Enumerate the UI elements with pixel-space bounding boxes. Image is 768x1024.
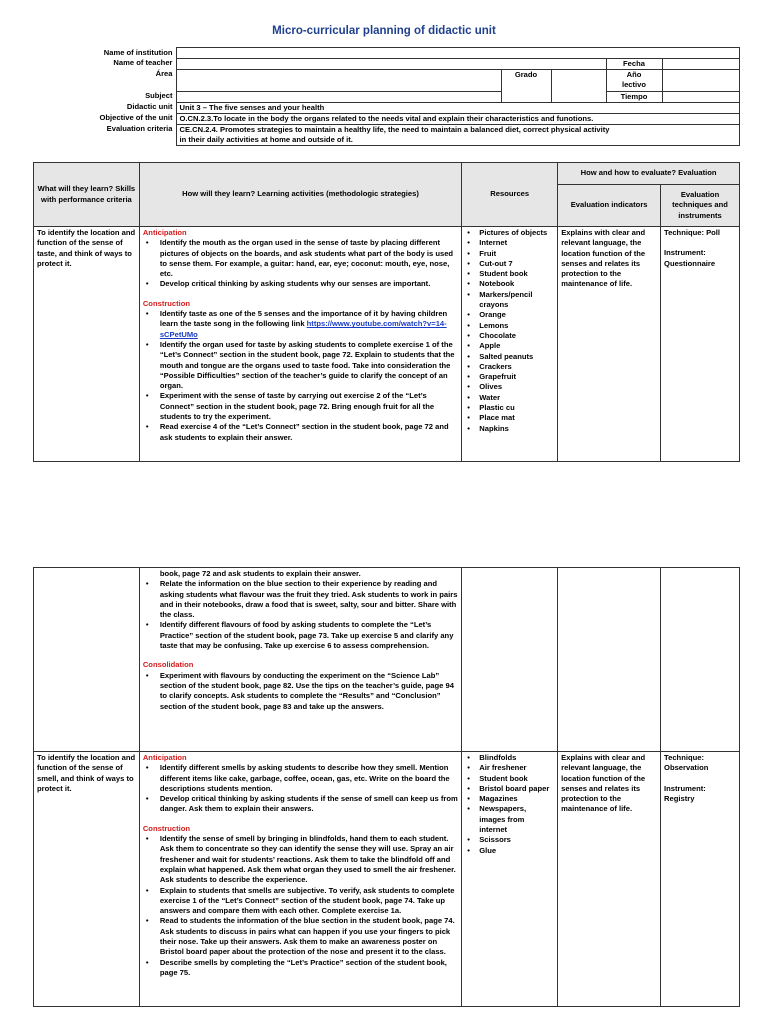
anticipation-label: Anticipation xyxy=(142,228,187,237)
fecha-label: Fecha xyxy=(606,58,662,69)
list-item: • Markers/pencil crayons xyxy=(465,290,554,311)
activities-cell-taste xyxy=(139,227,461,462)
header-how-learn: How will they learn? Learning activities (methodologic strategies) xyxy=(139,163,461,227)
techniques-cell-smell xyxy=(661,752,740,1007)
list-item: • Describe smells by completing the “Let’s Practice” section of the student book, page 75. xyxy=(143,958,458,979)
unit-label: Didactic unit xyxy=(30,102,176,113)
activities-cell-taste-cont xyxy=(139,568,461,752)
area-label: Área xyxy=(30,69,176,91)
indicators-cell-smell: Explains with clear and relevant language, the location function of the senses and relates its protection to the maintenance of life. xyxy=(558,752,661,1007)
document-title: Micro-curricular planning of didactic unit xyxy=(272,25,496,37)
list-item: • Read to students the information of the blue section in the student book, page 74. Ask students to discuss in pairs what can happen if you use your fingers to pick their nose. Take up their answers. Ask them to make an awareness poster on Bristol board paper about the protection of the nose and present it to the class. xyxy=(143,916,458,957)
skill-cell-taste xyxy=(34,227,140,462)
teacher-label: Name of teacher xyxy=(30,58,176,69)
list-item: • Experiment with the sense of taste by carrying out exercise 2 of the “Let’s Connect” section in the student book, page 72. Bring enough fruit for all the students to try the experiment. xyxy=(143,391,458,422)
indicators-cell-taste-cont xyxy=(558,568,661,752)
list-item: • Olives xyxy=(465,382,554,392)
info-table xyxy=(30,47,740,146)
construction-list-smell xyxy=(143,834,458,978)
grade-label: Grado xyxy=(501,69,551,102)
technique-text: Technique: Poll xyxy=(664,228,721,237)
resources-list-smell xyxy=(465,753,554,856)
list-item: • Grapefruit xyxy=(465,372,554,382)
institution-value xyxy=(176,48,740,59)
fecha-value xyxy=(662,58,740,69)
list-item: • Read exercise 4 of the “Let’s Connect” section in the student book, page 72 and ask students to explain their answer. xyxy=(143,422,458,443)
activities-clip-smell xyxy=(143,753,458,1005)
header-what-learn: What will they learn? Skills with performance criteria xyxy=(34,163,140,227)
activities-clip xyxy=(143,228,458,460)
construction-label: Construction xyxy=(142,823,191,833)
unit-value: Unit 3 – The five senses and your health xyxy=(176,102,740,113)
list-item: • Napkins xyxy=(465,424,554,434)
list-item: • Identify the sense of smell by bringing in blindfolds, hand them to each student. Ask them to concentrate so they can identify the sense they will use. Spray an air freshener and wait for students’ reactions. Ask them to take the blindfold off and explain what happened. Ask them what organ they used to smell the air freshener. Ask students to describe the experience. xyxy=(143,834,458,885)
ano-label: Año lectivo xyxy=(606,69,662,91)
list-item: • Bristol board paper xyxy=(465,784,554,794)
resources-cell-taste-cont xyxy=(462,568,558,752)
list-item: • Pictures of objects xyxy=(465,228,554,238)
subject-label: Subject xyxy=(30,91,176,102)
list-item: • Notebook xyxy=(465,279,554,289)
list-item: • Plastic cu xyxy=(465,403,554,413)
planning-table-page-2 xyxy=(33,567,740,1007)
instrument-text: Instrument: Registry xyxy=(664,783,706,803)
list-item: • Identify the mouth as the organ used in the sense of taste by placing different pictures of objects on the boards, and ask students what part of the body is used to sense them. For example, a guitar: hand, ear, eye; coconut: mouth, eye, nose, etc. xyxy=(143,238,458,279)
skill-cell-smell: To identify the location and function of the sense of smell, and think of ways to protect it. xyxy=(34,752,140,1007)
criteria-value: CE.CN.2.4. Promotes strategies to maintain a healthy life, the need to maintain a balanced diet, correct physical activity in their daily activities at home and outside of it. xyxy=(176,124,740,145)
construction-label: Construction xyxy=(142,298,191,308)
objective-value: O.CN.2.3.To locate in the body the organs related to the needs vital and explain their characteristics and funotions. xyxy=(176,113,740,124)
list-item: • Salted peanuts xyxy=(465,352,554,362)
anticipation-list-smell xyxy=(143,763,458,814)
techniques-cell-taste xyxy=(661,227,740,462)
consolidation-list xyxy=(143,671,458,712)
anticipation-list xyxy=(143,238,458,289)
list-item: • Lemons xyxy=(465,321,554,331)
list-item: • Blindfolds xyxy=(465,753,554,763)
list-item: • Student book xyxy=(465,774,554,784)
resources-list-taste xyxy=(465,228,554,434)
tiempo-label: Tiempo xyxy=(606,91,662,102)
list-item: • Apple xyxy=(465,341,554,351)
grade-value xyxy=(551,69,606,102)
list-item: • Student book xyxy=(465,269,554,279)
ano-value xyxy=(662,69,740,91)
resources-cell-smell xyxy=(462,752,558,1007)
teacher-value xyxy=(176,58,606,69)
indicators-cell-taste: Explains with clear and relevant language, the location function of the senses and relates its protection to the maintenance of life. xyxy=(558,227,661,462)
list-item: • Identify different smells by asking students to describe how they smell. Mention different items like cake, garbage, coffee, ocean, gas, etc. Write on the board the descriptions students mention. xyxy=(143,763,458,794)
activities-cell-smell xyxy=(139,752,461,1007)
objective-label: Objective of the unit xyxy=(30,113,176,124)
continued-list xyxy=(143,579,458,651)
list-item: • Explain to students that smells are subjective. To verify, ask students to complete exercise 1 of the “Let’s Connect” section of the student book, page 74. Take up answers and compare them with each other. Complete exercise 1a. xyxy=(143,886,458,917)
header-how-evaluate: How and how to evaluate? Evaluation xyxy=(558,163,740,185)
instrument-text: Instrument: Questionnaire xyxy=(664,248,716,268)
list-item: • Newspapers, images from internet xyxy=(465,804,554,835)
construction-list xyxy=(143,309,458,443)
continued-line: book, page 72 and ask students to explain their answer. xyxy=(159,569,361,578)
list-item: • Orange xyxy=(465,310,554,320)
header-indicators: Evaluation indicators xyxy=(558,185,661,227)
list-item: • Identify taste as one of the 5 senses and the importance of it by having children learn the taste song in the following link https://www.youtube.com/watch?v=14-sCPetUMo xyxy=(143,309,458,340)
list-item: • Identify the organ used for taste by asking students to complete exercise 1 of the “Let’s Connect” section in the student book, page 72. Explain to students that the mouth and tongue are the organs used to taste food. Take into consideration the “Possible Difficulties” section of the teacher’s guide to clarify the concept of an organ. xyxy=(143,340,458,391)
institution-label: Name of institution xyxy=(30,48,176,59)
skill-cell-taste-cont xyxy=(34,568,140,752)
consolidation-label: Consolidation xyxy=(142,660,194,670)
criteria-label: Evaluation criteria xyxy=(30,124,176,145)
header-resources: Resources xyxy=(462,163,558,227)
list-item: • Crackers xyxy=(465,362,554,372)
list-item: • Place mat xyxy=(465,413,554,423)
anticipation-label: Anticipation xyxy=(142,753,187,762)
subject-value xyxy=(176,91,501,102)
skill-text: To identify the location and function of the sense of taste, and think of ways to protect it. xyxy=(37,228,136,268)
header-techniques: Evaluation techniques and instruments xyxy=(661,185,740,227)
list-item: • Glue xyxy=(465,846,554,856)
list-item: • Identify different flavours of food by asking students to complete the “Let’s Practice” section of the student book, page 73. Take up exercise 5 and clarify any taste that may be confusing. Take up exercise 6 to assess comprehension. xyxy=(143,620,458,651)
youtube-link[interactable]: https://www.youtube.com/watch?v=14-sCPetUMo xyxy=(159,319,447,339)
list-item: • Experiment with flavours by conducting the experiment on the “Science Lab” section of the student book, page 82. Use the tips on the teacher’s guide, page 94 to clarify concepts. Ask students to complete the “Results” and “Conclusion” section of the student book, page 83 and take up the answers. xyxy=(143,671,458,712)
planning-table-page-1 xyxy=(33,162,740,462)
list-item: • Cut-out 7 xyxy=(465,259,554,269)
list-item: • Relate the information on the blue section to their experience by reading and asking students what flavour was the fruit they tried. Ask students to work in pairs and in their notebooks, draw a food that is sweet, salty, sour and bitter. Share with the class. xyxy=(143,579,458,620)
list-item: • Internet xyxy=(465,238,554,248)
list-item: • Water xyxy=(465,393,554,403)
list-item: • Scissors xyxy=(465,835,554,845)
list-item: • Chocolate xyxy=(465,331,554,341)
list-item: • Air freshener xyxy=(465,763,554,773)
list-item: • Magazines xyxy=(465,794,554,804)
list-item: • Develop critical thinking by asking students why our senses are important. xyxy=(143,279,458,289)
techniques-cell-taste-cont xyxy=(661,568,740,752)
tiempo-value xyxy=(662,91,740,102)
resources-cell-taste xyxy=(462,227,558,462)
area-value xyxy=(176,69,501,91)
list-item: • Develop critical thinking by asking students if the sense of smell can keep us from danger. Ask them to explain their answers. xyxy=(143,794,458,815)
list-item: • Fruit xyxy=(465,249,554,259)
technique-text: Technique: Observation xyxy=(664,753,709,773)
